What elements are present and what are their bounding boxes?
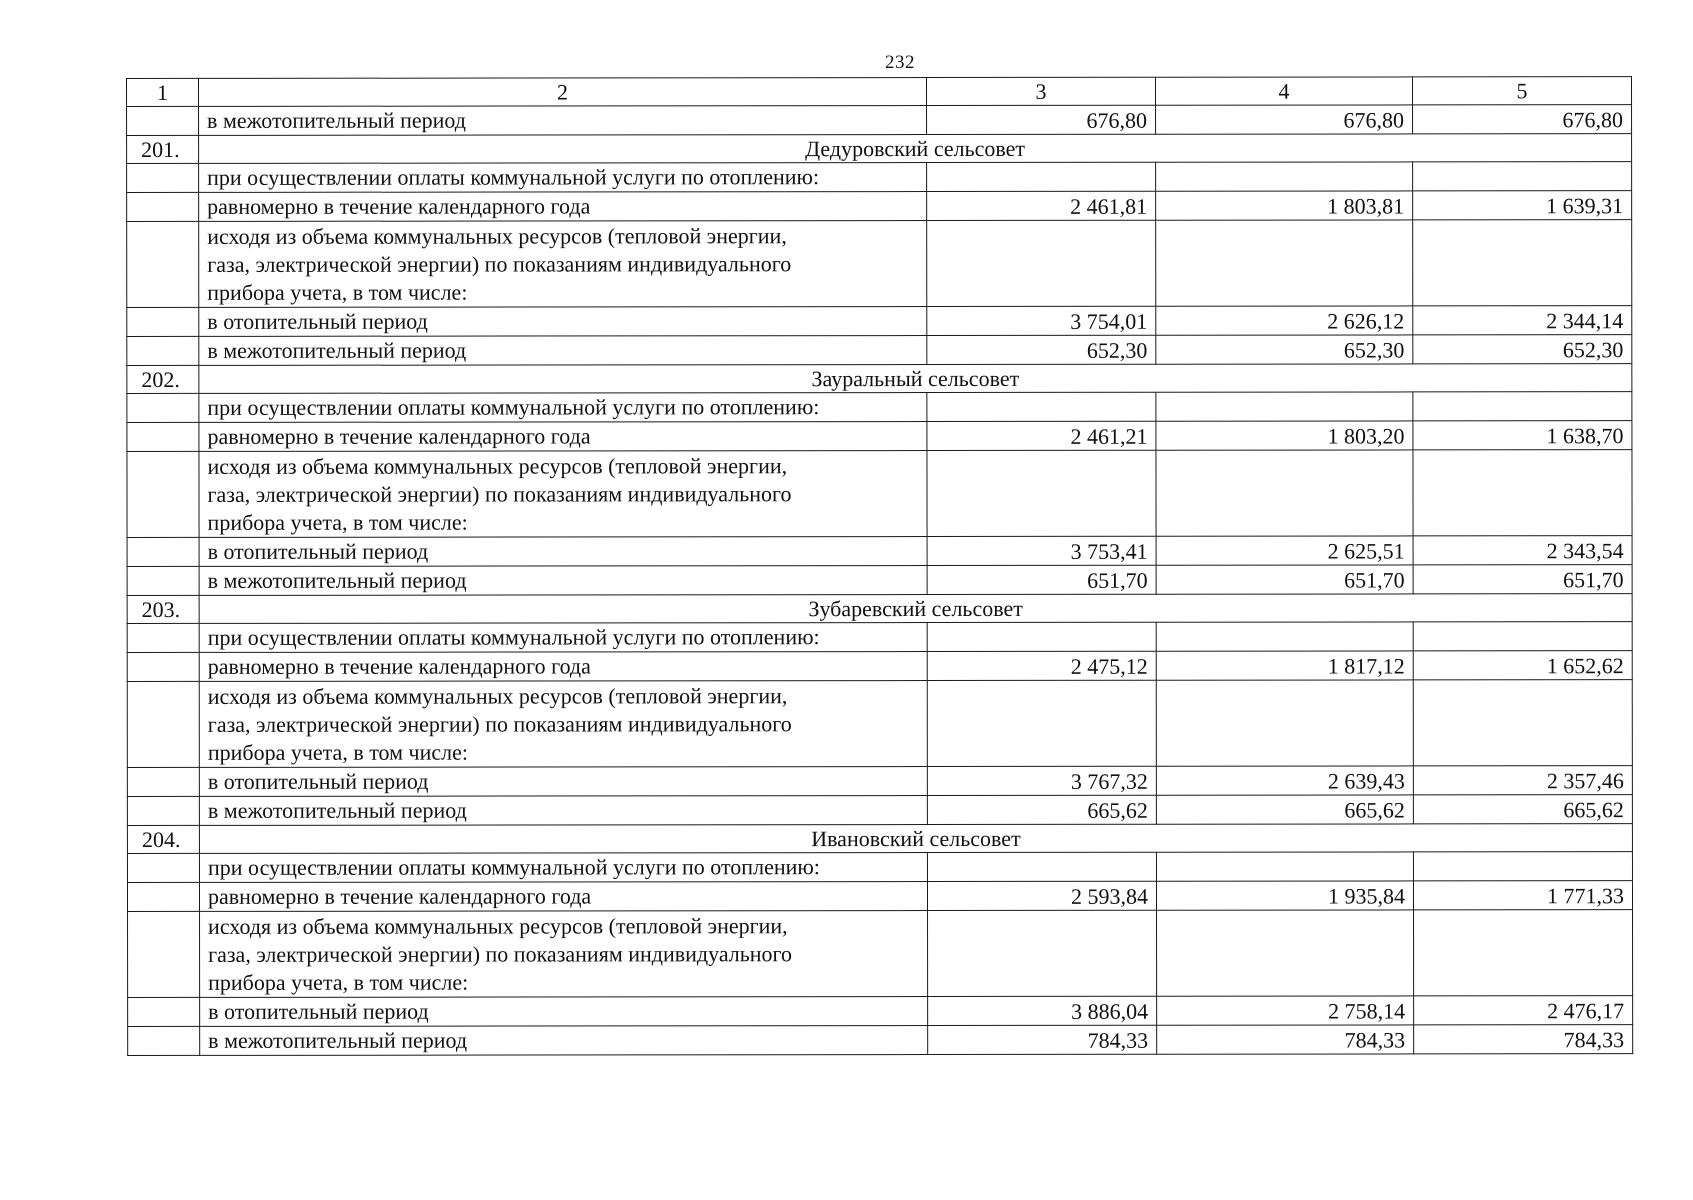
column-header-4: 4 [1155,77,1412,105]
meter-description-line: газа, электрической энергии) по показаниям индивидуального [208,941,793,967]
section-title-row [127,824,1632,854]
row-number-cell [127,307,199,336]
row-label-cell: при осуществлении оплаты коммунальной услуги по отоплению: [199,393,927,423]
value-cell-col3: 665,62 [927,795,1156,824]
row-number-cell [127,163,199,192]
meter-description-row [127,450,1632,538]
value-cell-col4: 2 626,12 [1156,306,1413,335]
row-number-cell [127,882,199,911]
row-number-cell [128,997,200,1026]
row-label-cell: равномерно в течение календарного года [199,192,927,222]
meter-description-row [127,680,1632,768]
empty-value-cell [927,220,1156,306]
uniform-payment-row [127,651,1632,682]
value-cell-col3: 3 767,32 [927,766,1156,795]
section-name: Зубаревский сельсовет [199,594,1632,624]
meter-description-row [128,910,1633,998]
row-number-cell [128,1026,200,1055]
row-number-cell [127,681,199,767]
value-cell-col4: 784,33 [1157,1025,1414,1054]
meter-description-row [127,220,1632,308]
value-cell-col3: 651,70 [927,565,1156,594]
payment-label-row [127,162,1632,193]
value-cell-col4: 651,70 [1156,565,1413,594]
table-header-row [127,77,1632,107]
value-cell-col4: 1 817,12 [1156,651,1413,680]
row-number-cell [127,336,199,365]
tariff-table-body [127,77,1633,1056]
value-cell-col4: 1 803,81 [1156,191,1413,220]
nonheating-period-row [127,795,1632,826]
nonheating-period-row [127,565,1632,596]
meter-description-line: прибора учета, в том числе: [207,739,468,765]
row-label-cell: в отопительный период [199,307,927,337]
nonheating-period-row [128,1025,1633,1056]
value-cell-col3: 676,80 [927,105,1156,134]
value-cell-col4: 665,62 [1156,795,1413,824]
value-cell-col3: 2 461,21 [927,421,1156,450]
empty-value-cell [1157,910,1414,996]
meter-description-line: исходя из объема коммунальных ресурсов (тепловой энергии, [207,223,787,249]
value-cell-col4: 2 639,43 [1156,766,1413,795]
payment-label-row [127,392,1632,423]
empty-value-cell [927,622,1156,651]
row-number-cell [127,537,199,566]
row-number-cell [127,623,199,652]
column-header-3: 3 [927,77,1156,105]
section-title-row [127,364,1632,394]
empty-value-cell [1413,622,1632,651]
value-cell-col5: 2 344,14 [1413,306,1632,335]
row-number-cell [127,106,199,135]
column-header-5: 5 [1412,77,1631,105]
empty-value-cell [1156,450,1413,536]
column-header-1: 1 [127,78,199,106]
meter-description-line: прибора учета, в том числе: [207,279,468,305]
value-cell-col5: 651,70 [1413,565,1632,594]
value-cell-col3: 2 475,12 [927,651,1156,680]
row-label-cell: в межотопительный период [199,796,927,826]
value-cell-col4: 676,80 [1156,105,1413,134]
value-cell-col4: 2 625,51 [1156,536,1413,565]
row-label-cell: в межотопительный период [200,1026,928,1056]
row-number-cell [127,652,199,681]
value-cell-col5: 1 771,33 [1413,881,1632,910]
value-cell-col3: 3 886,04 [928,996,1157,1025]
empty-value-cell [1414,910,1633,996]
empty-value-cell [1413,220,1632,306]
row-label-cell: в межотопительный период [199,336,927,366]
row-number-cell [127,192,199,221]
row-number-cell [127,796,199,825]
empty-value-cell [927,392,1156,421]
meter-description-line: исходя из объема коммунальных ресурсов (тепловой энергии, [207,453,788,479]
value-cell-col5: 2 357,46 [1413,766,1632,795]
page-number: 232 [885,52,915,73]
meter-description-line: исходя из объема коммунальных ресурсов (тепловой энергии, [208,913,788,939]
value-cell-col5: 676,80 [1413,105,1632,134]
value-cell-col4: 1 803,20 [1156,421,1413,450]
section-number: 204. [127,825,199,853]
empty-value-cell [927,450,1156,536]
value-cell-col3: 784,33 [928,1025,1157,1054]
section-title-row [127,134,1632,164]
value-cell-col4: 1 935,84 [1156,881,1413,910]
empty-value-cell [927,852,1156,881]
empty-value-cell [1413,852,1632,881]
meter-description-line: газа, электрической энергии) по показаниям индивидуального [207,481,792,507]
empty-value-cell [1156,622,1413,651]
value-cell-col5: 2 343,54 [1413,536,1632,565]
value-cell-col3: 2 461,81 [927,191,1156,220]
empty-value-cell [1156,392,1413,421]
section-name: Зауральный сельсовет [199,364,1632,394]
meter-description-line: прибора учета, в том числе: [208,969,469,995]
payment-label-row [127,852,1632,883]
section-name: Дедуровский сельсовет [199,134,1632,164]
value-cell-col5: 1 639,31 [1413,191,1632,220]
empty-value-cell [1156,162,1413,191]
meter-description-line: прибора учета, в том числе: [207,509,468,535]
value-cell-col5: 2 476,17 [1414,996,1633,1025]
uniform-payment-row [127,191,1632,222]
empty-value-cell [1156,852,1413,881]
row-label-cell: равномерно в течение календарного года [199,652,927,682]
heating-period-row [127,536,1632,567]
heating-period-row [128,996,1633,1027]
table-row [127,105,1632,136]
value-cell-col5: 665,62 [1413,795,1632,824]
row-label-cell: при осуществлении оплаты коммунальной услуги по отоплению: [199,163,927,193]
empty-value-cell [1413,392,1632,421]
value-cell-col4: 652,30 [1156,335,1413,364]
meter-description-line: газа, электрической энергии) по показаниям индивидуального [207,711,792,737]
row-label-cell: при осуществлении оплаты коммунальной услуги по отоплению: [199,853,927,883]
meter-description-cell [199,451,927,538]
value-cell-col4: 2 758,14 [1157,996,1414,1025]
section-number: 203. [127,595,199,623]
row-number-cell [127,422,199,451]
section-number: 202. [127,365,199,393]
row-label-cell: в отопительный период [199,767,927,797]
row-label-cell: равномерно в течение календарного года [199,422,927,452]
row-number-cell [127,566,199,595]
value-cell-col3: 3 754,01 [927,306,1156,335]
tariff-table [126,76,1633,1056]
row-number-cell [128,911,200,997]
section-name: Ивановский сельсовет [199,824,1632,854]
row-number-cell [127,393,199,422]
row-label-cell: при осуществлении оплаты коммунальной услуги по отоплению: [199,623,927,653]
row-number-cell [127,451,199,537]
row-number-cell [127,853,199,882]
value-cell-col5: 784,33 [1414,1025,1633,1054]
value-cell-col5: 1 638,70 [1413,421,1632,450]
meter-description-cell [199,221,927,308]
empty-value-cell [927,162,1156,191]
meter-description-line: газа, электрической энергии) по показаниям индивидуального [207,251,792,277]
row-label-cell: в отопительный период [200,997,928,1027]
empty-value-cell [1413,680,1632,766]
row-label-cell: в межотопительный период [199,566,927,596]
section-title-row [127,594,1632,624]
uniform-payment-row [127,421,1632,452]
nonheating-period-row [127,335,1632,366]
heating-period-row [127,766,1632,797]
row-number-cell [127,221,199,307]
empty-value-cell [928,910,1157,996]
value-cell-col3: 652,30 [927,335,1156,364]
payment-label-row [127,622,1632,653]
empty-value-cell [1156,680,1413,766]
meter-description-cell [199,681,927,768]
value-cell-col5: 652,30 [1413,335,1632,364]
heating-period-row [127,306,1632,337]
empty-value-cell [1156,220,1413,306]
row-label-cell: в межотопительный период [199,106,927,136]
value-cell-col5: 1 652,62 [1413,651,1632,680]
meter-description-cell [200,911,928,998]
row-label-cell: в отопительный период [199,537,927,567]
section-number: 201. [127,135,199,163]
empty-value-cell [1413,450,1632,536]
value-cell-col3: 2 593,84 [927,881,1156,910]
empty-value-cell [1413,162,1632,191]
row-label-cell: равномерно в течение календарного года [199,882,927,912]
uniform-payment-row [127,881,1632,912]
meter-description-line: исходя из объема коммунальных ресурсов (тепловой энергии, [207,683,788,709]
value-cell-col3: 3 753,41 [927,536,1156,565]
column-header-2: 2 [199,78,927,107]
empty-value-cell [927,680,1156,766]
row-number-cell [127,767,199,796]
